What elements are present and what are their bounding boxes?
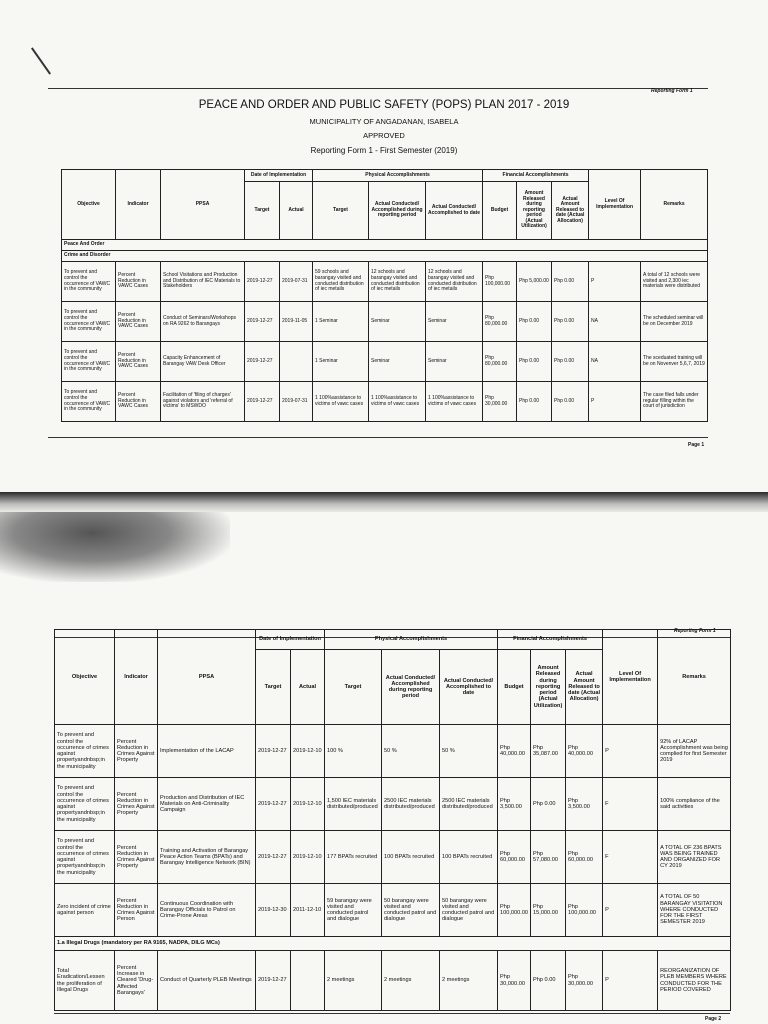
cell-phys-target: 1 Seminar <box>313 302 369 342</box>
cell-released-to-date: Php 3,500.00 <box>566 778 603 831</box>
header-row-top <box>62 170 708 182</box>
table-row <box>55 831 731 884</box>
cell-indicator: Percent Reduction in Crimes Against Property <box>115 778 158 831</box>
cell-remarks: A TOTAL OF 50 BARANGAY VISITATION WHERE CONDUCTED FOR THE FIRST SEMESTER 2019 <box>658 884 731 937</box>
cell-remarks: The scheduled seminar will be on December 2019 <box>641 302 708 342</box>
cell-phys-period: 12 schools and barangay visited and conducted distribution of iec metails <box>369 262 426 302</box>
cell-budget: Php 40,000.00 <box>498 725 531 778</box>
cell-date-target: 2019-12-30 <box>256 884 291 937</box>
cell-objective: To prevent and control the occurrence of crimes against propertyandnbsp;in the municipality <box>55 778 115 831</box>
cell-budget: Php 80,000.00 <box>483 342 517 382</box>
header-date-target: Target <box>245 182 280 240</box>
accomplishment-table-page-2 <box>54 629 731 1011</box>
cell-phys-to-date: Seminar <box>426 342 483 382</box>
header-date-of-implementation: Date of Implementation <box>245 170 313 182</box>
cell-date-actual: 2019-07-31 <box>280 382 313 422</box>
cell-ppsa: Production and Distribution of IEC Materials on Anti-Criminality Campaign <box>158 778 256 831</box>
cell-date-actual <box>291 951 325 1011</box>
cell-remarks: REORGANIZATION OF PLEB MEMBERS WHERE CONDUCTED FOR THE PERIOD COVERED <box>658 951 731 1011</box>
cell-objective: To prevent and control the occurrence of crimes against propertyandnbsp;in the municipality <box>55 831 115 884</box>
form-label: Reporting Form 1 <box>674 628 716 634</box>
cell-phys-to-date: 100 BPATs recruited <box>440 831 498 884</box>
cell-objective: To prevent and control the occurrence of VAWC in the community <box>62 342 116 382</box>
municipality: MUNICIPALITY OF ANGADANAN, ISABELA <box>309 117 459 126</box>
cell-phys-to-date: 50 barangay were visited and conducted patrol and dialogue <box>440 884 498 937</box>
page-2 <box>0 512 768 1024</box>
cell-phys-to-date: 2500 IEC materials distributed/produced <box>440 778 498 831</box>
cell-released-to-date: Php 0.00 <box>552 262 589 302</box>
section-illegal-drugs-label: 1.a Illegal Drugs (mandatory per RA 9165, NADPA, DILG MCs) <box>55 937 731 951</box>
header-released-to-date: Actual Amount Released to date (Actual Allocation) <box>552 182 589 240</box>
cell-released-to-date: Php 40,000.00 <box>566 725 603 778</box>
header-physical-accomplishments: Physical Accomplishments <box>313 170 483 182</box>
accomplishment-table-page-1 <box>61 169 708 422</box>
table-row <box>55 725 731 778</box>
cell-ppsa: Conduct of Seminars/Workshops on RA 9262 to Barangays <box>161 302 245 342</box>
cell-budget: Php 30,000.00 <box>483 382 517 422</box>
header-phys-target: Target <box>313 182 369 240</box>
header-objective: Objective <box>62 170 116 240</box>
cell-released-to-date: Php 0.00 <box>552 302 589 342</box>
table-row <box>55 778 731 831</box>
footer-rule <box>48 437 708 438</box>
cell-phys-to-date: 50 % <box>440 725 498 778</box>
cell-indicator: Percent Reduction in VAWC Cases <box>116 262 161 302</box>
header-financial-accomplishments: Financial Accomplishments <box>498 630 603 650</box>
cell-date-actual <box>280 342 313 382</box>
cell-phys-target: 100 % <box>325 725 382 778</box>
table-row <box>55 884 731 937</box>
cell-phys-target: 177 BPATs recruited <box>325 831 382 884</box>
cell-objective: To prevent and control the occurrence of VAWC in the community <box>62 302 116 342</box>
header-physical-accomplishments: Physical Accomplishments <box>325 630 498 650</box>
page-number: Page 2 <box>705 1016 722 1022</box>
header-level-of-implementation: Level Of Implementation <box>589 170 641 240</box>
header-phys-target: Target <box>325 650 382 725</box>
cell-released-period: Php 35,087.00 <box>531 725 566 778</box>
header-budget: Budget <box>483 182 517 240</box>
cell-budget: Php 80,000.00 <box>483 302 517 342</box>
cell-level: F <box>603 831 658 884</box>
cell-date-target: 2019-12-27 <box>245 262 280 302</box>
cell-released-period: Php 5,000.00 <box>517 262 552 302</box>
approval-status: APPROVED <box>363 131 405 140</box>
cell-remarks: 92% of LACAP Accomplishment was being complied for first Semester 2019 <box>658 725 731 778</box>
cell-released-period: Php 0.00 <box>517 302 552 342</box>
cell-date-target: 2019-12-27 <box>245 342 280 382</box>
cell-date-actual: 2019-07-31 <box>280 262 313 302</box>
cell-objective: To prevent and control the occurrence of VAWC in the community <box>62 262 116 302</box>
cell-budget: Php 100,000.00 <box>498 884 531 937</box>
table-row <box>62 302 708 342</box>
table-row <box>62 382 708 422</box>
cell-budget: Php 30,000.00 <box>498 951 531 1011</box>
cell-date-actual: 2019-12-10 <box>291 778 325 831</box>
cell-level: P <box>603 725 658 778</box>
cell-phys-to-date: 2 meetings <box>440 951 498 1011</box>
cell-date-target: 2019-12-27 <box>256 951 291 1011</box>
cell-released-to-date: Php 30,000.00 <box>566 951 603 1011</box>
cell-phys-target: 59 schools and barangay visited and conducted distribution of iec metails <box>313 262 369 302</box>
cell-released-period: Php 57,080.00 <box>531 831 566 884</box>
header-date-of-implementation: Date of Implementation <box>256 630 325 650</box>
cell-ppsa: School Visitations and Production and Distribution of IEC Materials to Stakeholders <box>161 262 245 302</box>
cell-released-to-date: Php 0.00 <box>552 382 589 422</box>
header-budget: Budget <box>498 650 531 725</box>
cell-indicator: Percent Reduction in Crimes Against Person <box>115 884 158 937</box>
cell-ppsa: Training and Activation of Barangay Peace Action Teams (BPATs) and Barangay Intelligence Network (BIN) <box>158 831 256 884</box>
cell-phys-to-date: 1 100%assistance to victims of vawc cases <box>426 382 483 422</box>
header-indicator: Indicator <box>116 170 161 240</box>
section-peace-and-order <box>62 240 708 251</box>
header-date-actual: Actual <box>280 182 313 240</box>
cell-level: P <box>603 951 658 1011</box>
cell-ppsa: Conduct of Quarterly PLEB Meetings <box>158 951 256 1011</box>
cell-phys-to-date: Seminar <box>426 302 483 342</box>
section-crime-and-disorder-label: Crime and Disorder <box>62 251 708 262</box>
cell-remarks: 100% compliance of the said activities <box>658 778 731 831</box>
cell-indicator: Percent Reduction in VAWC Cases <box>116 302 161 342</box>
cell-released-to-date: Php 100,000.00 <box>566 884 603 937</box>
header-objective: Objective <box>55 630 115 725</box>
header-phys-period: Actual Conducted/ Accomplished during reporting period <box>382 650 440 725</box>
section-crime-and-disorder <box>62 251 708 262</box>
cell-level: NA <box>589 342 641 382</box>
cell-level: NA <box>589 302 641 342</box>
header-rule <box>48 88 708 89</box>
cell-phys-target: 59 barangay were visited and conducted patrol and dialogue <box>325 884 382 937</box>
cell-released-period: Php 0.00 <box>517 342 552 382</box>
cell-ppsa: Capacity Enhancement of Barangay VAW Desk Officer <box>161 342 245 382</box>
finger-shadow <box>0 512 230 582</box>
header-indicator: Indicator <box>115 630 158 725</box>
cell-phys-target: 1,500 IEC materials distributed/produced <box>325 778 382 831</box>
cell-ppsa: Implementation of the LACAP <box>158 725 256 778</box>
cell-released-period: Php 0.00 <box>517 382 552 422</box>
cell-released-period: Php 0.00 <box>531 778 566 831</box>
cell-budget: Php 3,500.00 <box>498 778 531 831</box>
cell-remarks: A TOTAL OF 236 BPATS WAS BEING TRAINED AND ORGANIZED FOR CY 2019 <box>658 831 731 884</box>
cell-date-target: 2019-12-27 <box>245 382 280 422</box>
cell-objective: Total Eradication/Lessen the proliferation of Illegal Drugs <box>55 951 115 1011</box>
cell-objective: To prevent and control the occurrence of crimes against propertyandnbsp;in the municipality <box>55 725 115 778</box>
table-row <box>55 951 731 1011</box>
cell-date-actual: 2019-11-05 <box>280 302 313 342</box>
cell-phys-target: 1 Seminar <box>313 342 369 382</box>
page-number: Page 1 <box>688 442 705 448</box>
header-phys-to-date: Actual Conducted/ Accomplished to date <box>440 650 498 725</box>
header-remarks: Remarks <box>641 170 708 240</box>
header-released-period: Amount Released during reporting period (Actual Utilization) <box>517 182 552 240</box>
section-illegal-drugs <box>55 937 731 951</box>
cell-released-period: Php 0.00 <box>531 951 566 1011</box>
cell-released-period: Php 15,000.00 <box>531 884 566 937</box>
cell-phys-target: 2 meetings <box>325 951 382 1011</box>
section-peace-and-order-label: Peace And Order <box>62 240 708 251</box>
cell-remarks: A total of 12 schools were visited and 2,300 iec materials were distributed <box>641 262 708 302</box>
cell-indicator: Percent Reduction in VAWC Cases <box>116 342 161 382</box>
cell-date-actual: 2011-12-10 <box>291 884 325 937</box>
cell-phys-period: Seminar <box>369 302 426 342</box>
cell-phys-period: 50 barangay were visited and conducted patrol and dialogue <box>382 884 440 937</box>
cell-phys-period: 2500 IEC materials distributed/produced <box>382 778 440 831</box>
cell-date-target: 2019-12-27 <box>256 725 291 778</box>
header-released-period: Amount Released during reporting period (Actual Utilization) <box>531 650 566 725</box>
cell-phys-to-date: 12 schools and barangay visited and conducted distribution of iec metails <box>426 262 483 302</box>
cell-level: P <box>603 884 658 937</box>
table-row <box>62 342 708 382</box>
header-financial-accomplishments: Financial Accomplishments <box>483 170 589 182</box>
cell-budget: Php 100,000.00 <box>483 262 517 302</box>
header-date-actual: Actual <box>291 650 325 725</box>
cell-objective: Zero incident of crime against person <box>55 884 115 937</box>
reporting-period: Reporting Form 1 - First Semester (2019) <box>310 146 458 155</box>
header-level-of-implementation: Level Of Implementation <box>603 630 658 725</box>
cell-released-to-date: Php 60,000.00 <box>566 831 603 884</box>
header-date-target: Target <box>256 650 291 725</box>
header-ppsa: PPSA <box>158 630 256 725</box>
cell-date-actual: 2019-12-10 <box>291 831 325 884</box>
cell-date-target: 2019-12-27 <box>256 831 291 884</box>
cell-phys-period: 50 % <box>382 725 440 778</box>
form-label: Reporting Form 1 <box>651 88 693 94</box>
cell-phys-target: 1 100%assistance to victims of vawc cases <box>313 382 369 422</box>
cell-date-target: 2019-12-27 <box>245 302 280 342</box>
header-phys-period: Actual Conducted/ Accomplished during reporting period <box>369 182 426 240</box>
cell-phys-period: 1 100%assistance to victims of vawc cases <box>369 382 426 422</box>
cell-date-actual: 2019-12-10 <box>291 725 325 778</box>
cell-level: F <box>603 778 658 831</box>
cell-released-to-date: Php 0.00 <box>552 342 589 382</box>
cell-ppsa: Facilitation of 'filing of charges' against violators and 'referral of victims' to MSWDO <box>161 382 245 422</box>
header-remarks: Remarks <box>658 630 731 725</box>
table-row <box>62 262 708 302</box>
cell-phys-period: Seminar <box>369 342 426 382</box>
footer-rule <box>54 1013 730 1014</box>
header-row-top <box>55 630 731 650</box>
header-phys-to-date: Actual Conducted/ Accomplished to date <box>426 182 483 240</box>
cell-indicator: Percent Increase in Cleared 'Drug-Affected Barangays' <box>115 951 158 1011</box>
cell-date-target: 2019-12-27 <box>256 778 291 831</box>
cell-phys-period: 2 meetings <box>382 951 440 1011</box>
cell-budget: Php 60,000.00 <box>498 831 531 884</box>
header-released-to-date: Actual Amount Released to date (Actual Allocation) <box>566 650 603 725</box>
pencil-mark <box>31 47 51 74</box>
cell-remarks: The case filed falls under regular filling within the court of jurisdiction <box>641 382 708 422</box>
page-gap-shadow <box>0 492 768 512</box>
document-title: PEACE AND ORDER AND PUBLIC SAFETY (POPS) PLAN 2017 - 2019 <box>198 99 570 111</box>
cell-indicator: Percent Reduction in VAWC Cases <box>116 382 161 422</box>
cell-level: P <box>589 382 641 422</box>
cell-remarks: The sceduated training will be on Novenver 5,6,7, 2019 <box>641 342 708 382</box>
header-ppsa: PPSA <box>161 170 245 240</box>
cell-indicator: Percent Reduction in Crimes Against Property <box>115 725 158 778</box>
cell-phys-period: 100 BPATs recruited <box>382 831 440 884</box>
cell-objective: To prevent and control the occurrence of VAWC in the community <box>62 382 116 422</box>
cell-ppsa: Continuous Coordination with Barangay Officials to Patrol on Crime-Prone Areas <box>158 884 256 937</box>
cell-level: P <box>589 262 641 302</box>
cell-indicator: Percent Reduction in Crimes Against Property <box>115 831 158 884</box>
page-1 <box>0 0 768 492</box>
